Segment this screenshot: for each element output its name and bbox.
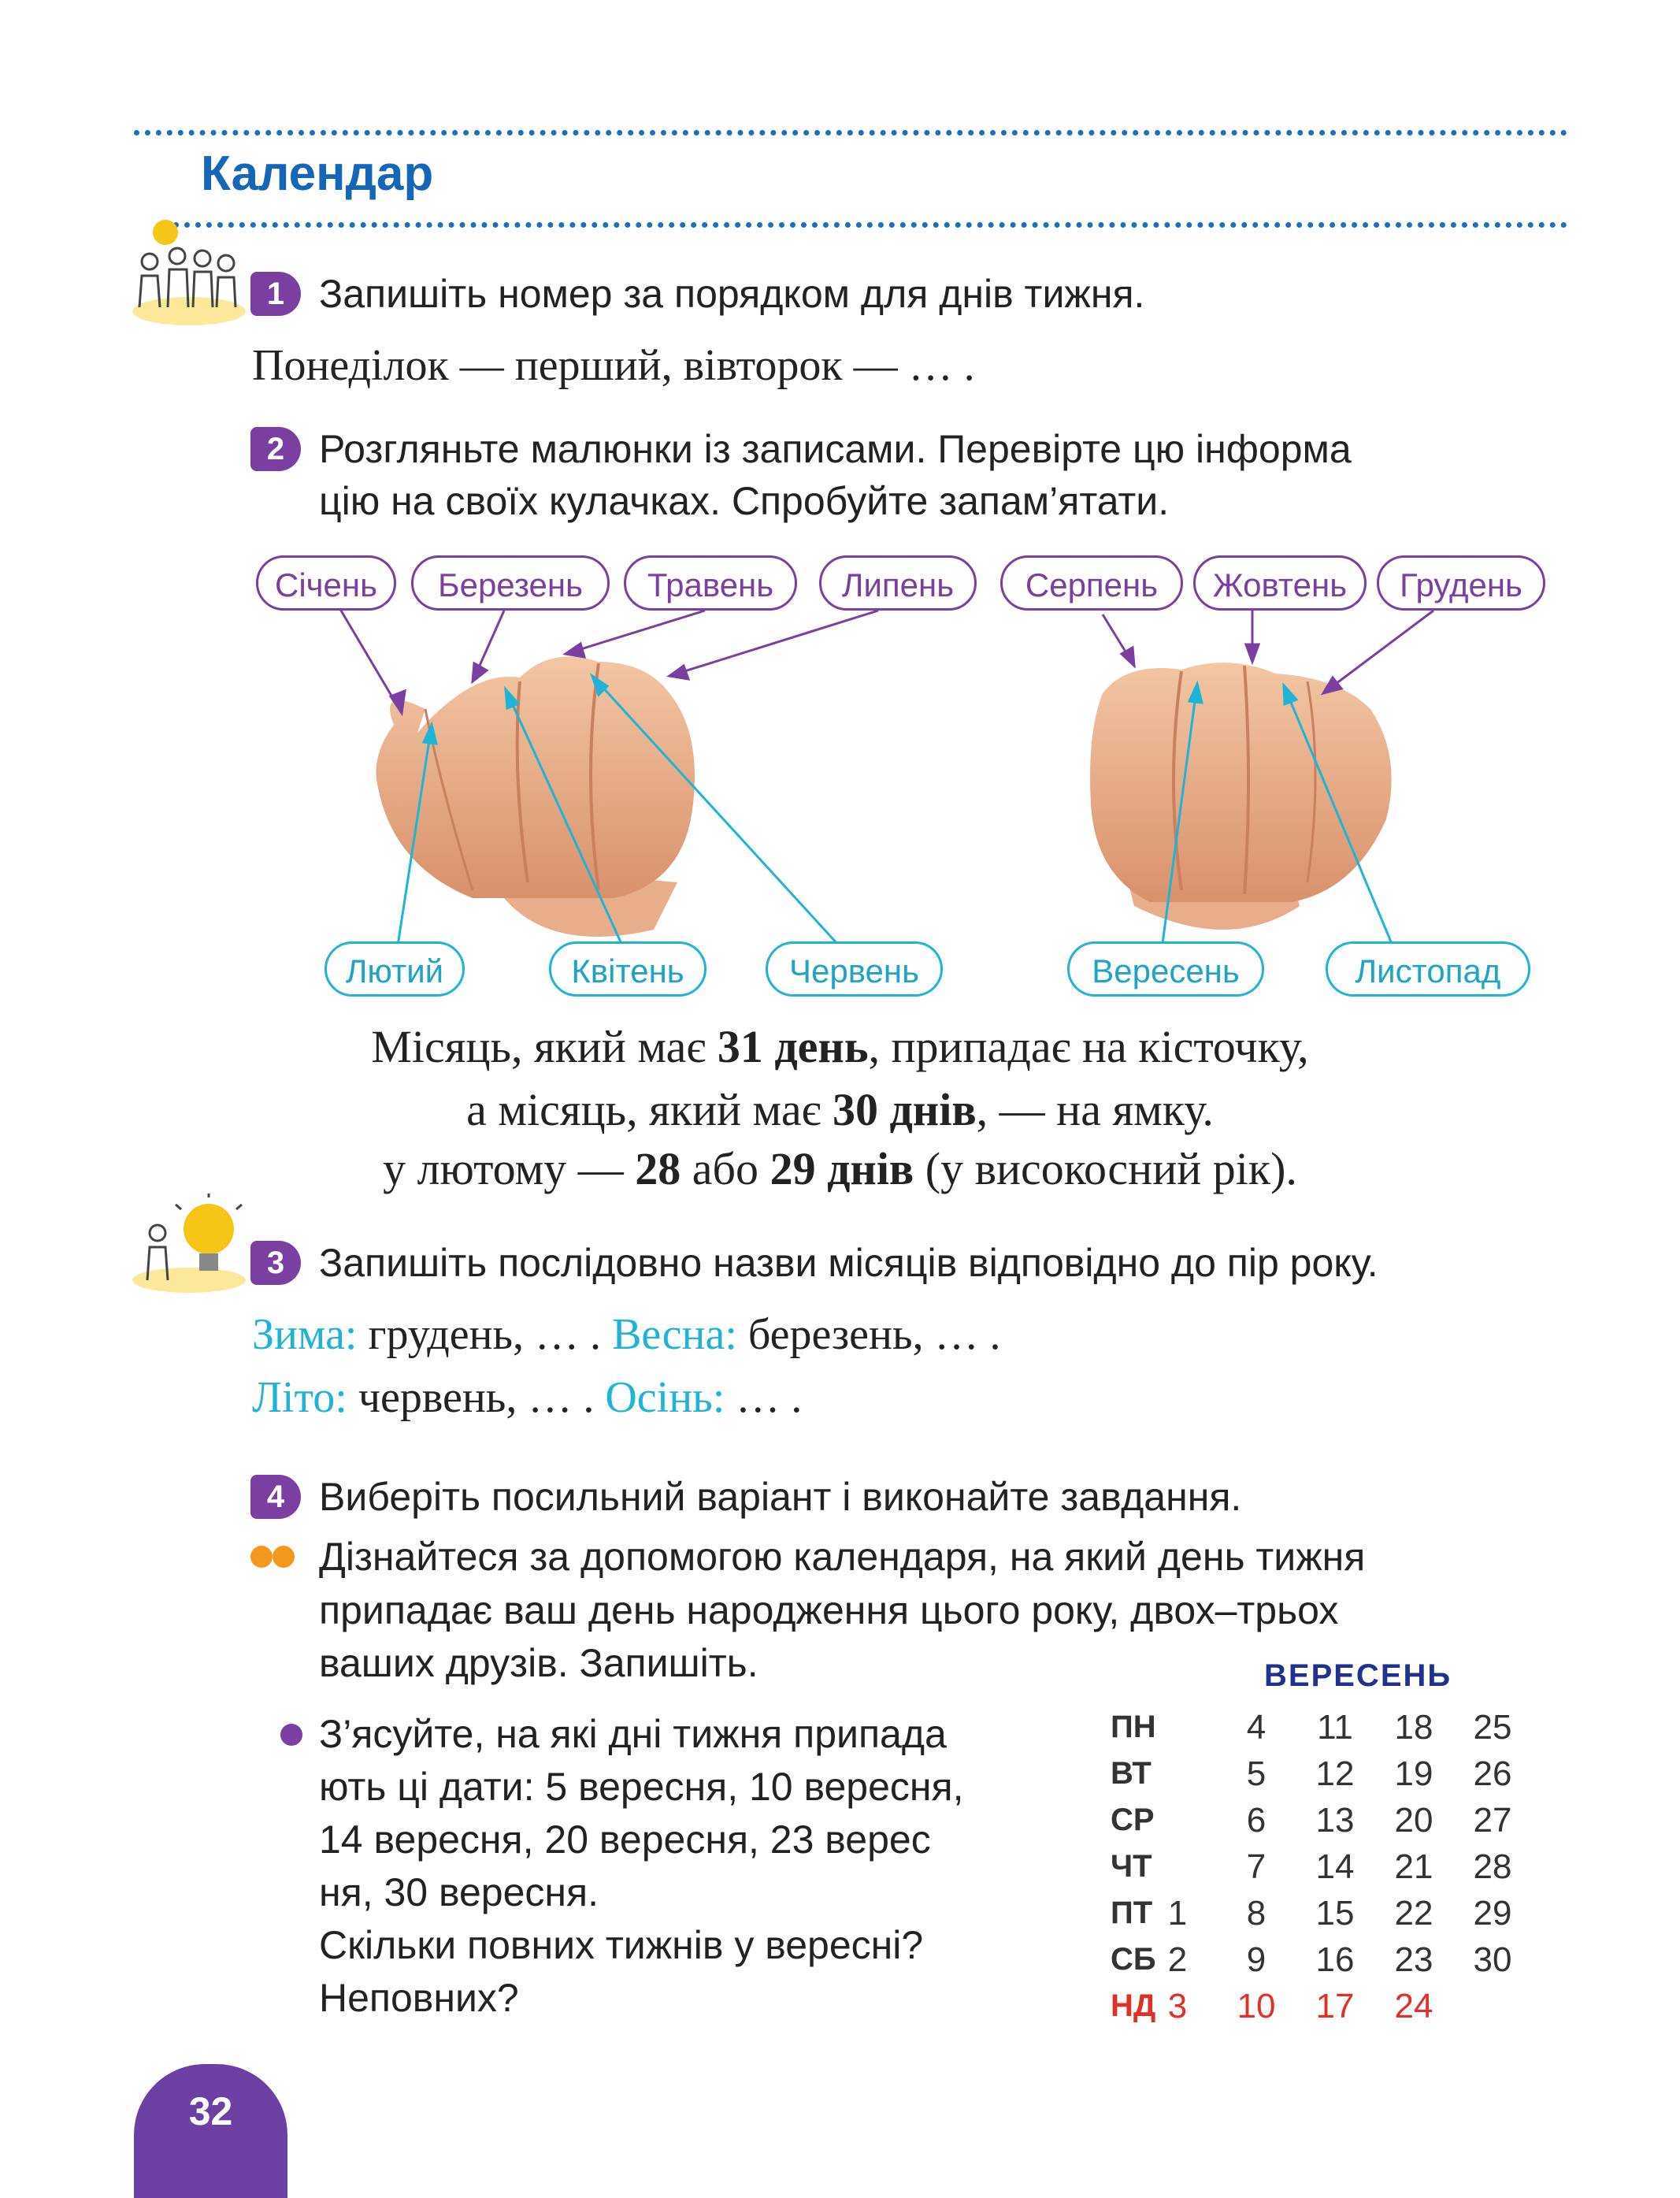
task-4-option-a-line-1: Дізнайтеся за допомогою календаря, на який день тижня bbox=[319, 1535, 1366, 1579]
calendar-date-cell: 20 bbox=[1394, 1801, 1433, 1840]
calendar-date-cell: 7 bbox=[1246, 1847, 1266, 1886]
task-4-text: Виберіть посильний варіант і виконайте завдання. bbox=[319, 1475, 1242, 1519]
calendar-date-cell: 22 bbox=[1394, 1894, 1433, 1933]
calendar-date-cell: 1 bbox=[1167, 1894, 1188, 1933]
orange-bullet-icon-2 bbox=[273, 1546, 295, 1568]
task-4-option-b-line-5: Скільки повних тижнів у вересні? bbox=[319, 1923, 924, 1967]
calendar-date-cell: 14 bbox=[1315, 1847, 1355, 1886]
task-4-option-b-line-6: Неповних? bbox=[319, 1976, 519, 2020]
calendar-day-label: ЧТ bbox=[1111, 1849, 1152, 1884]
task-1-example: Понеділок — перший, вівторок — … . bbox=[252, 341, 975, 390]
calendar-date-cell: 2 bbox=[1167, 1940, 1188, 1979]
calendar-date-cell: 21 bbox=[1394, 1847, 1433, 1886]
task-4-option-a-line-2: припадає ваш день народження цього року, двох–трьох bbox=[319, 1588, 1339, 1632]
month-pill-july: Липень bbox=[819, 555, 977, 611]
month-pill-may: Травень bbox=[624, 555, 797, 611]
calendar-date-cell: 25 bbox=[1473, 1708, 1512, 1747]
task-1-badge: 1 bbox=[250, 272, 301, 316]
month-pill-november: Листопад bbox=[1326, 941, 1530, 997]
calendar-date-cell: 13 bbox=[1315, 1801, 1355, 1840]
orange-bullet-icon bbox=[250, 1546, 273, 1568]
month-pill-june: Червень bbox=[766, 941, 943, 997]
rule-line-2: а місяць, який має 30 днів, — на ямку. bbox=[466, 1084, 1214, 1135]
right-fist-image bbox=[1090, 663, 1392, 930]
month-pill-march: Березень bbox=[411, 555, 610, 611]
task-4-option-b-line-2: ють ці дати: 5 вересня, 10 вересня, bbox=[319, 1765, 964, 1809]
calendar-date-cell: 4 bbox=[1246, 1708, 1266, 1747]
page-title: Календар bbox=[201, 147, 434, 201]
calendar-date-cell: 27 bbox=[1473, 1801, 1512, 1840]
month-pill-february: Лютий bbox=[325, 941, 465, 997]
lightbulb-icon bbox=[130, 1194, 248, 1296]
calendar-date-cell: 6 bbox=[1246, 1801, 1266, 1840]
calendar-date-cell: 8 bbox=[1246, 1894, 1266, 1933]
calendar-day-label: НД bbox=[1111, 1988, 1156, 2023]
page-number: 32 bbox=[134, 2064, 287, 2198]
task-4-option-a-line-3: ваших друзів. Запишіть. bbox=[319, 1641, 758, 1685]
calendar-date-cell: 17 bbox=[1315, 1987, 1355, 2025]
calendar-day-label: ВТ bbox=[1111, 1756, 1152, 1791]
calendar-day-label: ПТ bbox=[1111, 1895, 1153, 1930]
calendar-date-cell: 15 bbox=[1315, 1894, 1355, 1933]
seasons-line-1: Зима: грудень, … . Весна: березень, … . bbox=[252, 1310, 1001, 1359]
calendar-date-cell: 23 bbox=[1394, 1940, 1433, 1979]
calendar-date-cell: 16 bbox=[1315, 1940, 1355, 1979]
task-2-line-1: Розгляньте малюнки із записами. Перевірте цю інформа bbox=[319, 427, 1352, 471]
month-pill-september: Вересень bbox=[1067, 941, 1264, 997]
calendar-day-label: СБ bbox=[1111, 1942, 1156, 1977]
task-4-option-b-line-1: З’ясуйте, на які дні тижня припада bbox=[319, 1712, 947, 1756]
task-3-badge: 3 bbox=[250, 1241, 301, 1285]
task-4-option-b-line-4: ня, 30 вересня. bbox=[319, 1870, 599, 1914]
task-2-line-2: цію на своїх кулачках. Спробуйте запам’ятати. bbox=[319, 479, 1170, 523]
seasons-line-2: Літо: червень, … . Осінь: … . bbox=[252, 1373, 803, 1422]
month-pill-january: Січень bbox=[256, 555, 396, 611]
calendar-day-label: СР bbox=[1111, 1803, 1155, 1837]
task-2-badge: 2 bbox=[250, 427, 301, 471]
calendar-date-cell: 29 bbox=[1473, 1894, 1512, 1933]
calendar-date-cell: 18 bbox=[1394, 1708, 1433, 1747]
fists-illustration bbox=[0, 0, 1680, 1024]
month-pill-december: Грудень bbox=[1377, 555, 1545, 611]
task-1-text: Запишіть номер за порядком для днів тижня. bbox=[319, 272, 1145, 316]
calendar-date-cell: 24 bbox=[1394, 1987, 1433, 2025]
calendar-date-cell: 30 bbox=[1473, 1940, 1512, 1979]
calendar-date-cell: 12 bbox=[1315, 1754, 1355, 1793]
purple-bullet-icon bbox=[280, 1724, 302, 1746]
calendar-date-cell: 26 bbox=[1473, 1754, 1512, 1793]
task-4-option-b-line-3: 14 вересня, 20 вересня, 23 верес bbox=[319, 1817, 931, 1862]
calendar-month-title: ВЕРЕСЕНЬ bbox=[1264, 1658, 1452, 1693]
rule-line-1: Місяць, який має 31 день, припадає на кісточку, bbox=[371, 1021, 1309, 1072]
month-pill-april: Квітень bbox=[549, 941, 706, 997]
month-pill-august: Серпень bbox=[1000, 555, 1183, 611]
calendar-day-label: ПН bbox=[1111, 1710, 1156, 1744]
calendar-date-cell: 10 bbox=[1237, 1987, 1276, 2025]
task-3-text: Запишіть послідовно назви місяців відповідно до пір року. bbox=[319, 1241, 1378, 1285]
rule-line-3: у лютому — 28 або 29 днів (у високосний рік). bbox=[383, 1143, 1297, 1194]
calendar-date-cell: 19 bbox=[1394, 1754, 1433, 1793]
calendar-date-cell: 9 bbox=[1246, 1940, 1266, 1979]
left-fist-image bbox=[376, 656, 695, 937]
calendar-date-cell: 11 bbox=[1317, 1708, 1353, 1747]
calendar-date-cell: 3 bbox=[1167, 1987, 1188, 2025]
calendar-date-cell: 5 bbox=[1246, 1754, 1266, 1793]
calendar-date-cell: 28 bbox=[1473, 1847, 1512, 1886]
task-4-badge: 4 bbox=[250, 1475, 301, 1519]
month-pill-october: Жовтень bbox=[1193, 555, 1367, 611]
